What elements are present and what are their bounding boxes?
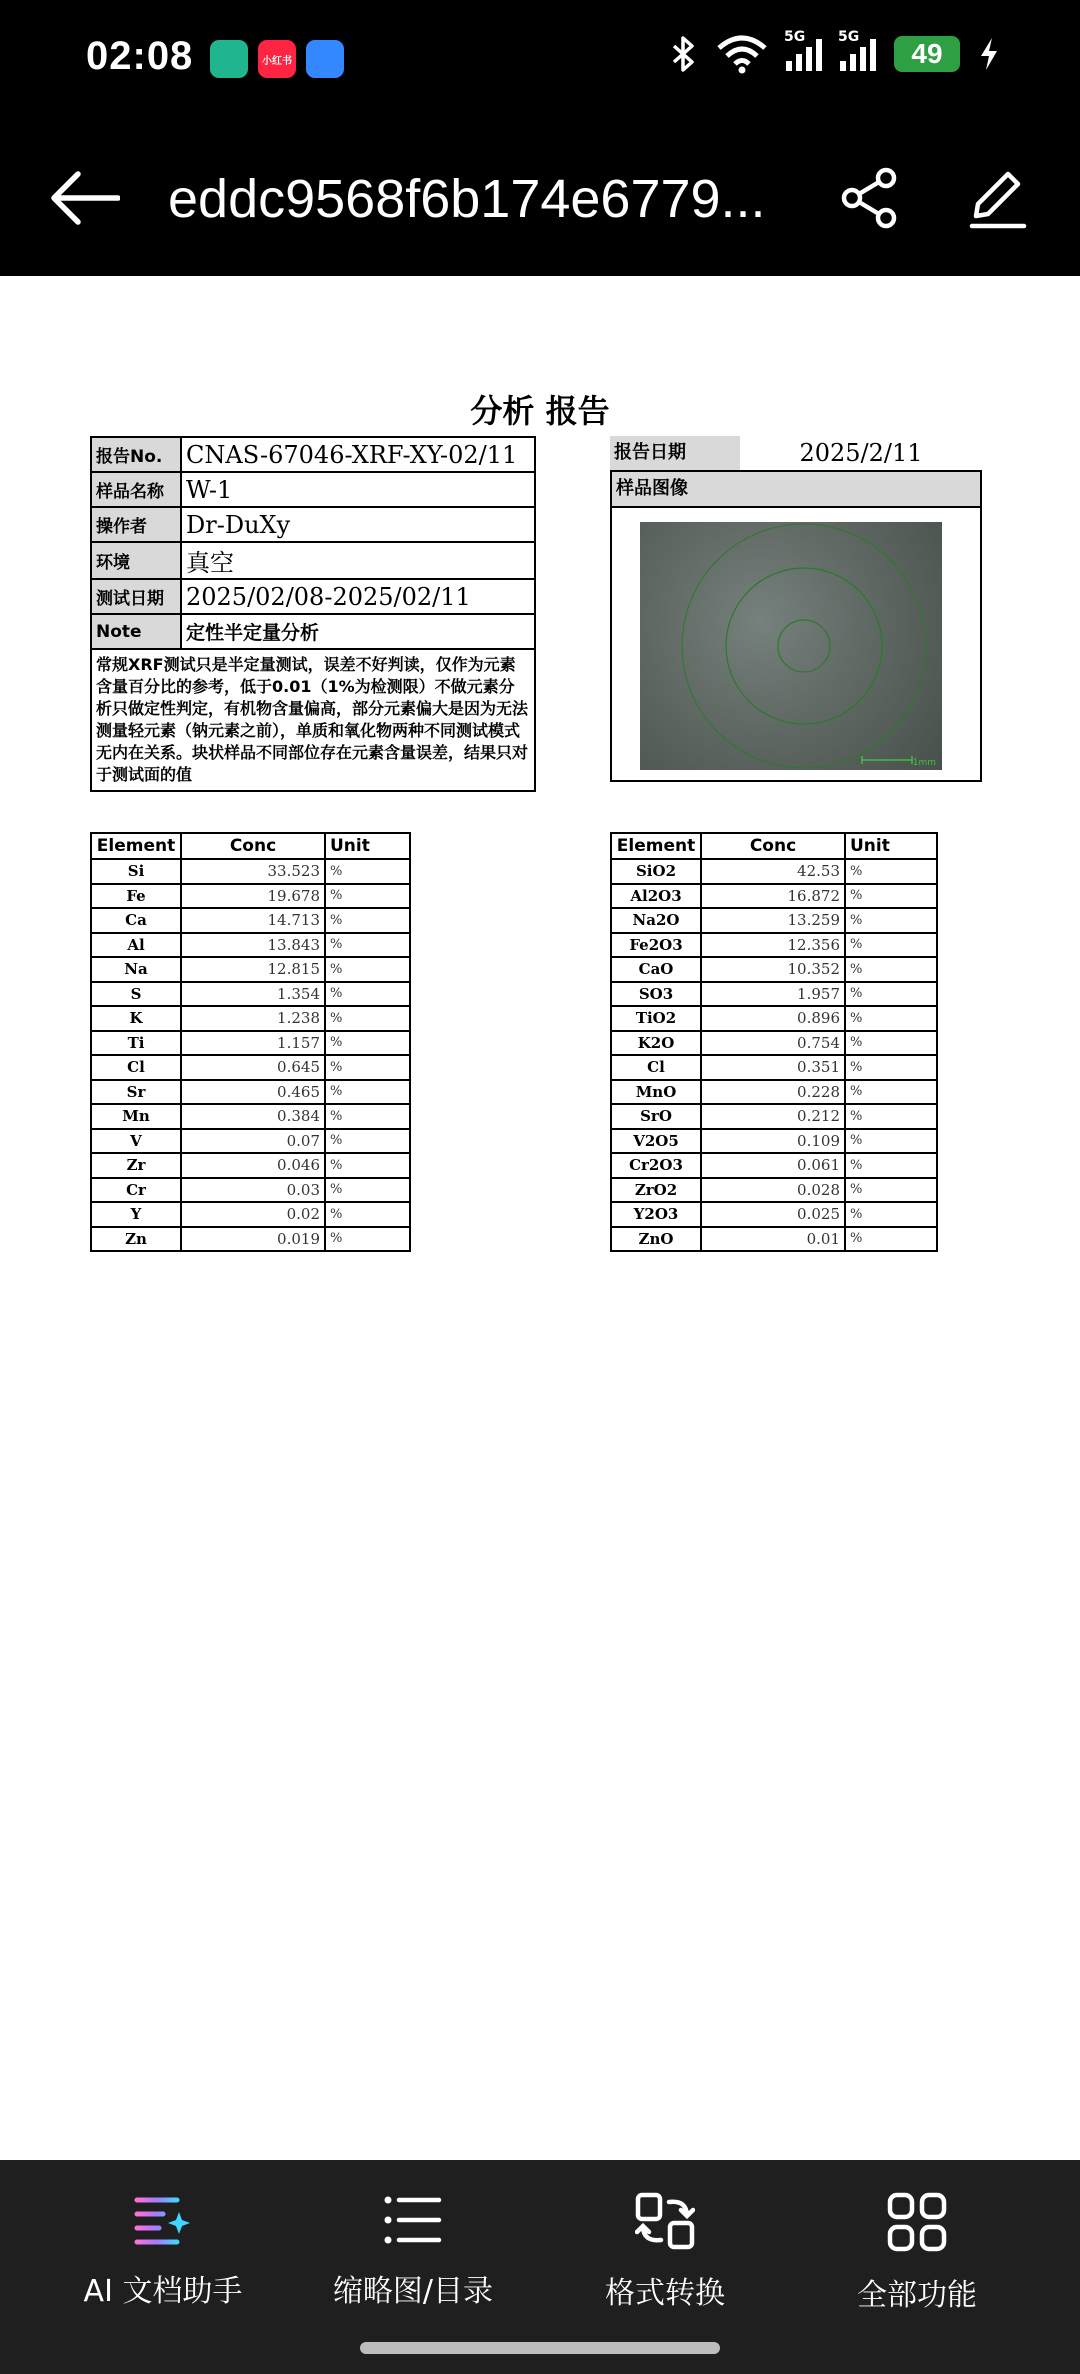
thumbnails-label: 缩略图/目录: [332, 2274, 494, 2309]
table-row: [91, 933, 410, 958]
element-cell: Fe: [91, 884, 181, 909]
bottom-toolbar: [0, 2160, 1080, 2374]
share-icon[interactable]: [838, 166, 902, 230]
unit-cell: %: [325, 982, 410, 1007]
table-row: [91, 1153, 410, 1178]
element-cell: SiO2: [611, 859, 701, 884]
element-cell: Y: [91, 1202, 181, 1227]
table-row: [611, 1153, 937, 1178]
sample-image: [640, 522, 942, 770]
table-row: [91, 1129, 410, 1154]
element-cell: Cl: [91, 1055, 181, 1080]
table-row: [91, 982, 410, 1007]
conc-cell: 0.109: [701, 1129, 845, 1154]
header-conc: Conc: [181, 833, 325, 859]
table-row: [611, 1080, 937, 1105]
unit-cell: %: [845, 1104, 937, 1129]
wifi-icon: [716, 34, 768, 74]
oxide-table-header: [611, 833, 937, 859]
report-title: 分析 报告: [470, 392, 610, 430]
conc-cell: 0.754: [701, 1031, 845, 1056]
element-cell: Cl: [611, 1055, 701, 1080]
sample-image-label: 样品图像: [612, 472, 980, 508]
conc-cell: 0.028: [701, 1178, 845, 1203]
table-row: [91, 1080, 410, 1105]
xiaohongshu-icon: 小红书: [258, 40, 296, 78]
table-row: [611, 1006, 937, 1031]
back-arrow-icon[interactable]: [48, 170, 120, 226]
all-features-label: 全部功能: [857, 2278, 977, 2313]
conc-cell: 16.872: [701, 884, 845, 909]
conc-cell: 1.157: [181, 1031, 325, 1056]
element-cell: CaO: [611, 957, 701, 982]
table-row: [91, 1104, 410, 1129]
system-indicators: [670, 29, 1000, 74]
note-text: 常规XRF测试只是半定量测试，误差不好判读，仅作为元素含量百分比的参考，低于0.01（1%为检测限）不做元素分析只做定性判定，有机物含量偏高，部分元素偏大是因为无法测量轻元素（钠元素之前），单质和氧化物两种不同测试模式无内在关系。块状样品不同部位存在元素含量误差，结果只对于测试面的值: [91, 649, 535, 791]
bluetooth-icon: [670, 34, 698, 74]
conc-cell: 0.896: [701, 1006, 845, 1031]
element-cell: Na: [91, 957, 181, 982]
charging-icon: [978, 36, 1000, 72]
table-row: [611, 1202, 937, 1227]
report-info-table: [90, 436, 536, 792]
info-value: 2025/02/08-2025/02/11: [181, 579, 535, 614]
info-value: W-1: [181, 472, 535, 507]
info-key: 操作者: [91, 507, 181, 542]
report-date-value: 2025/2/11: [799, 439, 923, 467]
status-bar: [0, 0, 1080, 120]
sample-image-box: [610, 470, 982, 782]
element-cell: SrO: [611, 1104, 701, 1129]
list-icon: [383, 2192, 443, 2248]
unit-cell: %: [325, 908, 410, 933]
unit-cell: %: [325, 1153, 410, 1178]
element-cell: Ca: [91, 908, 181, 933]
conc-cell: 0.351: [701, 1055, 845, 1080]
unit-cell: %: [325, 1202, 410, 1227]
conc-cell: 0.645: [181, 1055, 325, 1080]
element-cell: Zn: [91, 1227, 181, 1252]
home-indicator[interactable]: [360, 2342, 720, 2354]
info-value: Dr-DuXy: [181, 507, 535, 542]
all-features-button[interactable]: [782, 2192, 1052, 2314]
table-row: [611, 1227, 937, 1252]
unit-cell: %: [845, 1178, 937, 1203]
element-cell: ZrO2: [611, 1178, 701, 1203]
info-row: [91, 507, 535, 542]
unit-cell: %: [845, 1227, 937, 1252]
unit-cell: %: [325, 1031, 410, 1056]
table-row: [611, 1129, 937, 1154]
unit-cell: %: [325, 1055, 410, 1080]
mi-home-icon: [210, 40, 248, 78]
element-cell: Na2O: [611, 908, 701, 933]
table-row: [611, 1178, 937, 1203]
table-row: [91, 1006, 410, 1031]
element-cell: MnO: [611, 1080, 701, 1105]
grid-icon: [887, 2192, 947, 2252]
info-key: 环境: [91, 542, 181, 579]
table-row: [611, 957, 937, 982]
table-row: [611, 1031, 937, 1056]
table-row: [91, 859, 410, 884]
conc-cell: 0.384: [181, 1104, 325, 1129]
note-row: [91, 614, 535, 649]
ai-assistant-label: AI 文档助手: [83, 2274, 243, 2309]
element-cell: Cr: [91, 1178, 181, 1203]
scale-bar-label: 1mm: [912, 758, 936, 768]
table-row: [91, 1178, 410, 1203]
info-key: 样品名称: [91, 472, 181, 507]
clock: 02:08: [86, 34, 194, 78]
element-cell: TiO2: [611, 1006, 701, 1031]
header-element: Element: [91, 833, 181, 859]
conc-cell: 14.713: [181, 908, 325, 933]
edit-pencil-icon[interactable]: [968, 166, 1028, 230]
element-cell: Al2O3: [611, 884, 701, 909]
conc-cell: 1.957: [701, 982, 845, 1007]
conc-cell: 0.465: [181, 1080, 325, 1105]
format-convert-button[interactable]: [530, 2192, 800, 2312]
conc-cell: 0.03: [181, 1178, 325, 1203]
table-row: [611, 1055, 937, 1080]
unit-cell: %: [845, 1080, 937, 1105]
table-row: [91, 884, 410, 909]
element-cell: S: [91, 982, 181, 1007]
conc-cell: 0.02: [181, 1202, 325, 1227]
unit-cell: %: [325, 1104, 410, 1129]
element-cell: ZnO: [611, 1227, 701, 1252]
unit-cell: %: [325, 933, 410, 958]
conc-cell: 13.259: [701, 908, 845, 933]
unit-cell: %: [845, 908, 937, 933]
conc-cell: 0.228: [701, 1080, 845, 1105]
conc-cell: 19.678: [181, 884, 325, 909]
conc-cell: 42.53: [701, 859, 845, 884]
unit-cell: %: [845, 1031, 937, 1056]
conc-cell: 0.01: [701, 1227, 845, 1252]
conc-cell: 13.843: [181, 933, 325, 958]
conc-cell: 1.238: [181, 1006, 325, 1031]
unit-cell: %: [325, 1006, 410, 1031]
conc-cell: 0.07: [181, 1129, 325, 1154]
table-row: [91, 1227, 410, 1252]
element-cell: Mn: [91, 1104, 181, 1129]
unit-cell: %: [845, 1129, 937, 1154]
unit-cell: %: [845, 933, 937, 958]
header-unit: Unit: [325, 833, 410, 859]
conc-cell: 0.025: [701, 1202, 845, 1227]
convert-icon: [635, 2192, 695, 2250]
unit-cell: %: [325, 1178, 410, 1203]
note-text-row: [91, 649, 535, 791]
header-conc: Conc: [701, 833, 845, 859]
conc-cell: 10.352: [701, 957, 845, 982]
conc-cell: 33.523: [181, 859, 325, 884]
baidu-icon: [306, 40, 344, 78]
top-toolbar: [0, 120, 1080, 276]
element-cell: V: [91, 1129, 181, 1154]
conc-cell: 0.061: [701, 1153, 845, 1178]
report-date-key: 报告日期: [610, 436, 740, 470]
oxide-table: [610, 832, 938, 1252]
signal-5g-icon: 5G: [786, 37, 822, 71]
conc-cell: 1.354: [181, 982, 325, 1007]
conc-cell: 0.212: [701, 1104, 845, 1129]
table-row: [611, 908, 937, 933]
header-unit: Unit: [845, 833, 937, 859]
note-value: 定性半定量分析: [181, 614, 535, 649]
element-cell: Al: [91, 933, 181, 958]
unit-cell: %: [845, 957, 937, 982]
info-value: 真空: [181, 542, 535, 579]
conc-cell: 0.019: [181, 1227, 325, 1252]
info-value: CNAS-67046-XRF-XY-02/11: [181, 437, 535, 472]
unit-cell: %: [325, 1129, 410, 1154]
element-cell: Cr2O3: [611, 1153, 701, 1178]
element-cell: SO3: [611, 982, 701, 1007]
info-row: [91, 579, 535, 614]
table-row: [611, 859, 937, 884]
element-cell: Si: [91, 859, 181, 884]
element-cell: K: [91, 1006, 181, 1031]
ai-assistant-button[interactable]: [28, 2192, 298, 2310]
unit-cell: %: [325, 1227, 410, 1252]
table-row: [91, 1055, 410, 1080]
battery-icon: 49: [894, 36, 960, 72]
table-row: [611, 884, 937, 909]
element-cell: V2O5: [611, 1129, 701, 1154]
table-row: [91, 908, 410, 933]
ai-sparkle-icon: [133, 2192, 193, 2248]
info-row: [91, 437, 535, 472]
info-key: 报告No.: [91, 437, 181, 472]
element-cell: K2O: [611, 1031, 701, 1056]
info-row: [91, 542, 535, 579]
conc-cell: 0.046: [181, 1153, 325, 1178]
table-row: [611, 982, 937, 1007]
element-cell: Fe2O3: [611, 933, 701, 958]
element-cell: Ti: [91, 1031, 181, 1056]
document-title: eddc9568f6b174e6779...: [168, 169, 766, 229]
element-cell: Y2O3: [611, 1202, 701, 1227]
unit-cell: %: [845, 884, 937, 909]
document-viewer[interactable]: [0, 276, 1080, 2160]
unit-cell: %: [845, 1006, 937, 1031]
table-row: [611, 933, 937, 958]
note-key: Note: [91, 614, 181, 649]
thumbnails-toc-button[interactable]: [278, 2192, 548, 2310]
info-key: 测试日期: [91, 579, 181, 614]
element-cell: Sr: [91, 1080, 181, 1105]
unit-cell: %: [845, 1202, 937, 1227]
element-table-header: [91, 833, 410, 859]
unit-cell: %: [325, 957, 410, 982]
element-cell: Zr: [91, 1153, 181, 1178]
table-row: [91, 1031, 410, 1056]
unit-cell: %: [845, 1153, 937, 1178]
sample-image-overlay: [640, 522, 942, 770]
unit-cell: %: [325, 1080, 410, 1105]
conc-cell: 12.356: [701, 933, 845, 958]
conc-cell: 12.815: [181, 957, 325, 982]
unit-cell: %: [845, 982, 937, 1007]
unit-cell: %: [325, 859, 410, 884]
unit-cell: %: [845, 859, 937, 884]
unit-cell: %: [845, 1055, 937, 1080]
element-table: [90, 832, 411, 1252]
header-element: Element: [611, 833, 701, 859]
table-row: [611, 1104, 937, 1129]
table-row: [91, 957, 410, 982]
signal-5g-icon-2: 5G: [840, 37, 876, 71]
notification-app-icons: [210, 40, 344, 78]
convert-label: 格式转换: [605, 2276, 725, 2311]
table-row: [91, 1202, 410, 1227]
info-row: [91, 472, 535, 507]
unit-cell: %: [325, 884, 410, 909]
